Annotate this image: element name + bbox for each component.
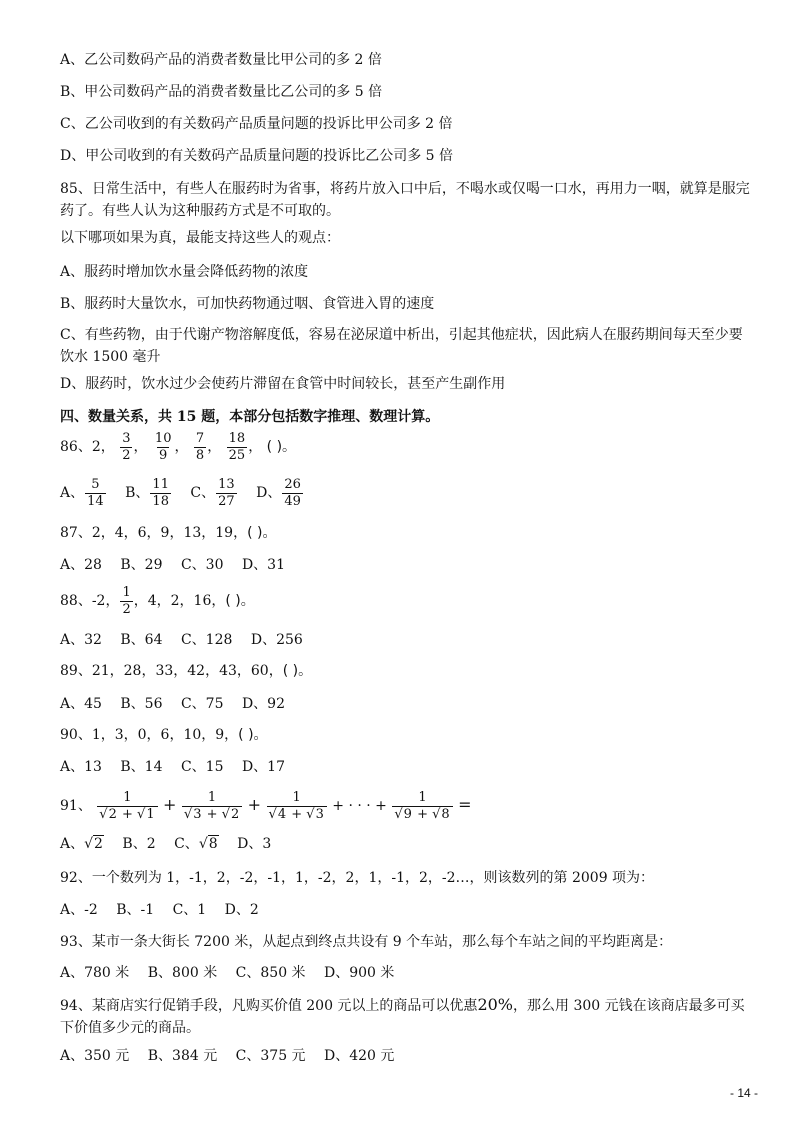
q87-options — [60, 555, 299, 575]
q88-option-a: A、32 — [60, 632, 102, 648]
q88-option-c: C、128 — [180, 632, 233, 648]
q91-term: $\frac{1}{√3 + √2}$ — [182, 791, 242, 822]
answer-blank: ( )。 — [247, 525, 277, 541]
q94-percent: 20% — [477, 995, 513, 1014]
q84-option-c: C、乙公司收到的有关数码产品质量问题的投诉比甲公司多 2 倍 — [60, 116, 453, 132]
q86-stem: 86、2， $\frac{3}{2}$ ， $\frac{10}{9}$ ， $\frac{7}{8}$ ， $\frac{18}{25}$ ， ( )。 — [60, 430, 297, 463]
q91-term: $\frac{1}{√4 + √3}$ — [267, 791, 327, 822]
q94-option-a: A、350 元 — [60, 1048, 130, 1064]
section-title: 四、数量关系，共 15 题，本部分包括数字推理、数理计算。 — [60, 409, 440, 425]
q93-option-d: D、900 米 — [324, 965, 395, 981]
q89-option-d: D、92 — [241, 696, 285, 712]
q93-option-b: B、800 米 — [147, 965, 218, 981]
q87-option-a: A、28 — [60, 557, 102, 573]
q85-option-d: D、服药时，饮水过少会使药片滞留在食管中时间较长，甚至产生副作用 — [60, 376, 506, 392]
q91-ellipsis: + · · · + — [332, 798, 387, 814]
q86-fraction: $\frac{3}{2}$ — [122, 430, 131, 463]
q93-option-a: A、780 米 — [60, 965, 130, 981]
q90-option-c: C、15 — [180, 759, 224, 775]
q94-option-d: D、420 元 — [324, 1048, 395, 1064]
q93-option-c: C、850 米 — [235, 965, 306, 981]
q84-option-a: A、乙公司数码产品的消费者数量比甲公司的多 2 倍 — [60, 52, 382, 68]
q86-fraction: $\frac{10}{9}$ — [154, 430, 172, 463]
answer-blank: ( )。 — [266, 439, 297, 455]
q89-option-b: B、56 — [120, 696, 163, 712]
q91-options — [60, 834, 285, 854]
q87-option-b: B、29 — [120, 557, 163, 573]
q93-options — [60, 963, 408, 983]
q90-options — [60, 757, 299, 777]
q86-option-b: B、 $\frac{11}{18}$ — [125, 476, 169, 509]
q84-option-d: D、甲公司收到的有关数码产品质量问题的投诉比乙公司多 5 倍 — [60, 148, 454, 164]
q91-option-c: C、√8 — [174, 836, 218, 852]
q86-option-c: C、 $\frac{13}{27}$ — [190, 476, 235, 509]
q92-option-c: C、1 — [172, 902, 207, 918]
q91-option-d: D、3 — [237, 836, 272, 852]
answer-blank: ( )。 — [238, 727, 268, 743]
q86-options — [60, 476, 318, 510]
q84-option-b: B、甲公司数码产品的消费者数量比乙公司的多 5 倍 — [60, 84, 383, 100]
q91-option-b: B、2 — [122, 836, 156, 852]
q88-options — [60, 630, 317, 650]
q86-prefix: 86、2， — [60, 439, 115, 455]
q91-stem: 91、 $\frac{1}{√2 + √1}$ + $\frac{1}{√3 + √2}$ + $\frac{1}{√4 + √3}$ + · · · + $\frac{1}{√9 + √8}$ = — [60, 789, 472, 822]
q92-option-d: D、2 — [224, 902, 259, 918]
q88-option-b: B、64 — [120, 632, 163, 648]
q90-stem: 90、1，3，0，6，10，9，( )。 — [60, 727, 268, 743]
q91-term: $\frac{1}{√9 + √8}$ — [392, 791, 452, 822]
q94-options — [60, 1046, 408, 1066]
q88-stem: 88、-2， $\frac{1}{2}$ ，4，2，16，( )。 — [60, 584, 255, 617]
answer-blank: ( )。 — [225, 593, 255, 609]
q91-term: $\frac{1}{√2 + √1}$ — [97, 791, 157, 822]
q86-fraction: $\frac{18}{25}$ — [228, 430, 246, 463]
q89-option-c: C、75 — [180, 696, 224, 712]
q91-option-a: A、√2 — [60, 836, 103, 852]
q89-options — [60, 694, 299, 714]
q85-option-b: B、服药时大量饮水，可加快药物通过咽、食管进入胃的速度 — [60, 296, 435, 312]
q85-stem: 85、日常生活中，有些人在服药时为省事，将药片放入口中后，不喝水或仅喝一口水，再用力一咽，就算是服完药了。有些人认为这种服药方式是不可取的。 — [60, 181, 750, 219]
q88-option-d: D、256 — [250, 632, 303, 648]
q90-option-a: A、13 — [60, 759, 102, 775]
q87-option-d: D、31 — [241, 557, 285, 573]
q92-option-a: A、-2 — [60, 902, 98, 918]
q88-fraction: $\frac{1}{2}$ — [122, 584, 131, 617]
q87-stem: 87、2，4，6，9，13，19，( )。 — [60, 525, 277, 541]
q85-option-a: A、服药时增加饮水量会降低药物的浓度 — [60, 264, 309, 280]
q89-option-a: A、45 — [60, 696, 102, 712]
q92-option-b: B、-1 — [116, 902, 155, 918]
q94-option-b: B、384 元 — [147, 1048, 218, 1064]
q92-stem: 92、一个数列为 1，-1，2，-2，-1，1，-2，2，1，-1，2，-2…，则该数列的第 2009 项为： — [60, 870, 655, 886]
q85-option-c: C、有些药物，由于代谢产物溶解度低，容易在泌尿道中析出，引起其他症状，因此病人在服药期间每天至少要饮水 1500 毫升 — [60, 327, 743, 365]
answer-blank: ( )。 — [282, 663, 313, 679]
q86-option-d: D、 $\frac{26}{49}$ — [256, 476, 301, 509]
q86-fraction: $\frac{7}{8}$ — [195, 430, 205, 463]
q93-stem: 93、某市一条大街长 7200 米，从起点到终点共设有 9 个车站，那么每个车站之间的平均距离是： — [60, 934, 673, 950]
q91-equals: = — [458, 795, 472, 814]
q92-options — [60, 900, 273, 920]
page-number: - 14 - — [729, 1086, 758, 1100]
q87-option-c: C、30 — [180, 557, 224, 573]
q86-option-a: A、 $\frac{5}{14}$ — [60, 476, 104, 509]
q94-stem: 94、某商店实行促销手段，凡购买价值 200 元以上的商品可以优惠20%，那么用 300 元钱在该商店最多可买下价值多少元的商品。 — [60, 995, 745, 1036]
q90-option-b: B、14 — [120, 759, 163, 775]
q89-stem: 89、21，28，33，42，43，60，( )。 — [60, 663, 313, 679]
q90-option-d: D、17 — [241, 759, 285, 775]
q85-question: 以下哪项如果为真，最能支持这些人的观点： — [60, 230, 340, 246]
q94-option-c: C、375 元 — [235, 1048, 306, 1064]
